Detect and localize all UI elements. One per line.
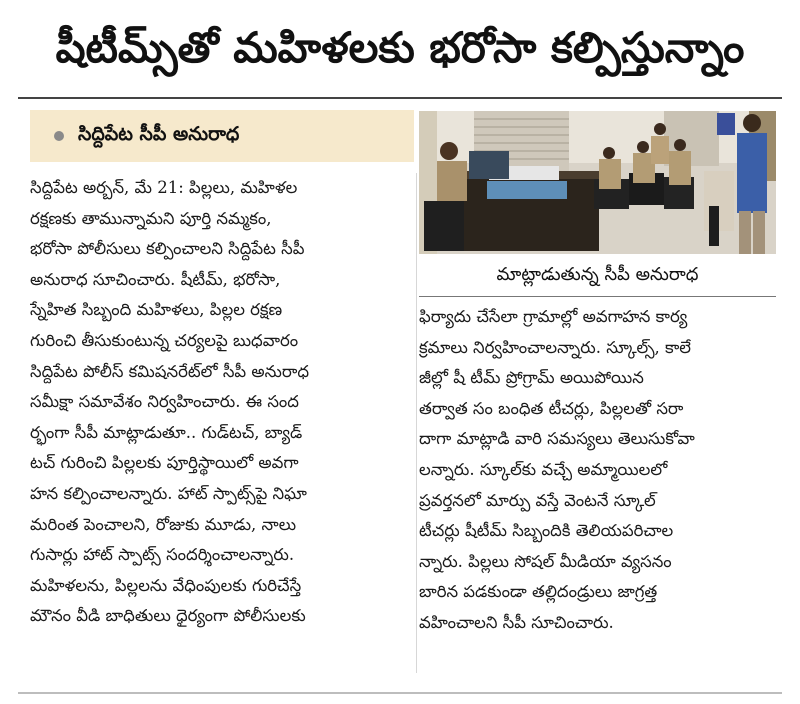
body-line: టీచర్లు షీటీమ్ సిబ్బందికి తెలియపరిచాల: [419, 521, 674, 541]
body-line: తర్వాత సం బంధిత టీచర్లు, పిల్లలతో సరా: [419, 398, 684, 418]
body-line: న్నారు. పిల్లలు సోషల్ మీడియా వ్యసనం: [419, 551, 672, 571]
bottom-rule: [18, 692, 782, 694]
body-column-left: [30, 173, 414, 632]
headline: షీటీమ్స్‌తో మహిళలకు భరోసా కల్పిస్తున్నాం: [55, 23, 745, 72]
body-line: ఫిర్యాదు చేసేలా గ్రామాల్లో అవగాహన కార్య: [419, 307, 688, 326]
body-line: బారిన పడకుండా తల్లిదండ్రులు జాగ్రత్త: [419, 582, 658, 602]
body-line: మరింత పెంచాలని, రోజుకు మూడు, నాలు: [30, 514, 297, 534]
byline: సిద్దిపేట సీపీ అనురాధ: [78, 122, 240, 145]
column-divider: [416, 173, 417, 673]
body-line: మహిళలను, పిల్లలను వేధింపులకు గురిచేస్తే: [30, 575, 302, 595]
body-line: స్నేహిత సిబ్బంది మహిళలు, పిల్లల రక్షణ: [30, 300, 283, 320]
body-line: భరోసా పోలీసులు కల్పించాలని సిద్దిపేట సీపీ: [30, 239, 305, 259]
body-line: మౌనం వీడి బాధితులు ధైర్యంగా పోలీసులకు: [30, 606, 306, 626]
bullet-icon: [54, 131, 64, 141]
body-line: సిద్దిపేట పోలీస్ కమిషనరేట్‌లో సీపీ అనురాధ: [30, 361, 309, 381]
body-line: క్రమాలు నిర్వహించాలన్నారు. స్కూల్స్, కాలే: [419, 337, 692, 357]
body-line: టచ్ గురించి పిల్లలకు పూర్తిస్థాయిలో అవగా: [30, 453, 299, 473]
body-line: ర్భంగా సీపీ మాట్లాడుతూ.. గుడ్‌టచ్, బ్యాడ్: [30, 422, 303, 442]
body-line: లన్నారు. స్కూల్‌కు వచ్చే అమ్మాయిలలో: [419, 459, 668, 479]
news-photo: [419, 111, 776, 254]
body-line: సమీక్షా సమావేశం నిర్వహించారు. ఈ సంద: [30, 392, 299, 412]
body-line: రక్షణకు తామున్నామని పూర్తి నమ్మకం,: [30, 208, 272, 228]
body-column-right: [419, 302, 775, 639]
byline-box: [30, 110, 414, 162]
caption-rule: [419, 296, 776, 297]
body-line: అనురాధ సూచించారు. షీటీమ్, భరోసా,: [30, 269, 281, 289]
body-line: వహించాలని సీపీ సూచించారు.: [419, 612, 614, 632]
body-line: గుసార్లు హాట్ స్పాట్స్ సందర్శించాలన్నారు.: [30, 545, 295, 565]
body-line: హన కల్పించాలన్నారు. హాట్ స్పాట్స్‌పై నిఘా: [30, 483, 307, 503]
body-line: ప్రవర్తనలో మార్పు వస్తే వెంటనే స్కూల్: [419, 490, 656, 510]
body-line: గురించి తీసుకుంటున్న చర్యలపై బుధవారం: [30, 330, 299, 350]
body-line: దాగా మాట్లాడి వారి సమస్యలు తెలుసుకోవా: [419, 429, 695, 449]
top-rule: [18, 97, 782, 99]
body-line: సిద్దిపేట అర్బన్, మే 21: పిల్లలు, మహిళల: [30, 178, 298, 197]
photo-caption: మాట్లాడుతున్న సీపీ అనురాధ: [496, 263, 699, 285]
body-line: జీల్లో షీ టీమ్ ప్రోగ్రామ్ అయిపోయిన: [419, 368, 644, 388]
